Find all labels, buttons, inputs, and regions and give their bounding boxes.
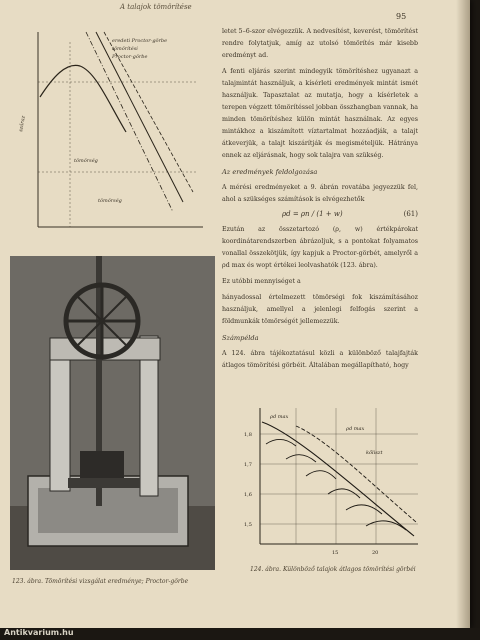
equation bbox=[222, 210, 418, 218]
chart-annotation: Proctor-görbe bbox=[112, 54, 148, 60]
watermark: Antikvarium.hu bbox=[4, 628, 74, 637]
section-heading: Az eredmények feldolgozása bbox=[222, 168, 318, 176]
equation-number: (61) bbox=[403, 210, 418, 218]
y-tick: 1,8 bbox=[244, 432, 252, 438]
proctor-apparatus-photo bbox=[10, 256, 215, 570]
body-paragraph: letet 5–6-szor elvégezzük. A nedvesítést, keverést, tömörítést rendre folytatjuk, amíg az utolsó tömörítés már kisebb eredményt ad. bbox=[222, 28, 418, 59]
chart-annotation: eredeti Proctor-görbe bbox=[112, 38, 168, 44]
chart-label: kőliszt bbox=[366, 450, 383, 456]
photo-caption: 123. ábra. Tömörítési vizsgálat eredménye; Proctor-görbe bbox=[12, 578, 189, 585]
page-number: 95 bbox=[396, 12, 407, 21]
y-tick: 1,7 bbox=[244, 462, 252, 468]
body-paragraph: A 124. ábra tájékoztatásul közli a különböző talajfajták átlagos tömörítési görbéit. Általában megállapítható, hogy bbox=[222, 350, 418, 369]
example-heading: Számpélda bbox=[222, 334, 259, 342]
running-head: A talajok tömörítése bbox=[120, 3, 192, 11]
proctor-curve bbox=[40, 65, 126, 132]
chart-annotation: tömörség bbox=[74, 158, 98, 164]
x-tick: 20 bbox=[372, 550, 379, 556]
body-paragraph: Ezután az összetartozó (ρ, w) értékpárokat koordinátarendszerben ábrázoljuk, s a pontokat folyamatos vonallal összekötjük, így kapjuk a Proctor-görbét, amelyről a ρd max és wopt értékei leolvashatók (123. ábra). bbox=[222, 226, 418, 269]
chart-label: ρd max bbox=[270, 414, 289, 420]
body-paragraph: A fenti eljárás szerint mindegyik tömörítéshez ugyanazt a talajmintát használjuk, a kísérleti eredmények mintát ismét használjuk. Tapasztalat az mutatja, hogy a kísérletek a terepen végzett tömörítéssel jobban összhangban vannak, ha minden tömörítéshez külön mintát használnak. Az egyes mintákhoz a kiszámított víztartalmat hozzáadják, a talajt átkeverjük, a talajt kiszárítják és megismételjük. Hátránya ennek az eljárásnak, hogy sok talajra van szükség. bbox=[222, 68, 418, 159]
footer-bar bbox=[0, 628, 480, 640]
body-paragraph: Ez utóbbi mennyiséget a bbox=[222, 278, 301, 285]
chart-label: ρd max bbox=[346, 426, 365, 432]
equation-body: ρd = ρn / (1 + w) bbox=[282, 210, 343, 218]
body-paragraph: hányadossal értelmezett tömörségi fok kiszámításához használjuk, amellyel a jelenlegi felfogás szerint a földmunkák tömörségét jellemezzük. bbox=[222, 294, 418, 325]
chart-annotation: tömörség bbox=[98, 198, 122, 204]
x-tick: 15 bbox=[332, 550, 339, 556]
chart-caption: 124. ábra. Különböző talajok átlagos tömörítési görbéi bbox=[250, 566, 416, 573]
y-tick: 1,5 bbox=[244, 522, 252, 528]
proctor-chart bbox=[8, 22, 213, 247]
body-paragraph: A mérési eredményeket a 9. ábrán rovatába jegyezzük fel, ahol a szükséges számítások is elvégezhetők bbox=[222, 184, 418, 203]
compaction-curves-chart bbox=[236, 404, 426, 562]
text-column bbox=[222, 26, 418, 376]
y-axis-label: száraz bbox=[18, 115, 27, 133]
y-tick: 1,6 bbox=[244, 492, 252, 498]
chart-annotation: tömörítési bbox=[112, 46, 138, 52]
